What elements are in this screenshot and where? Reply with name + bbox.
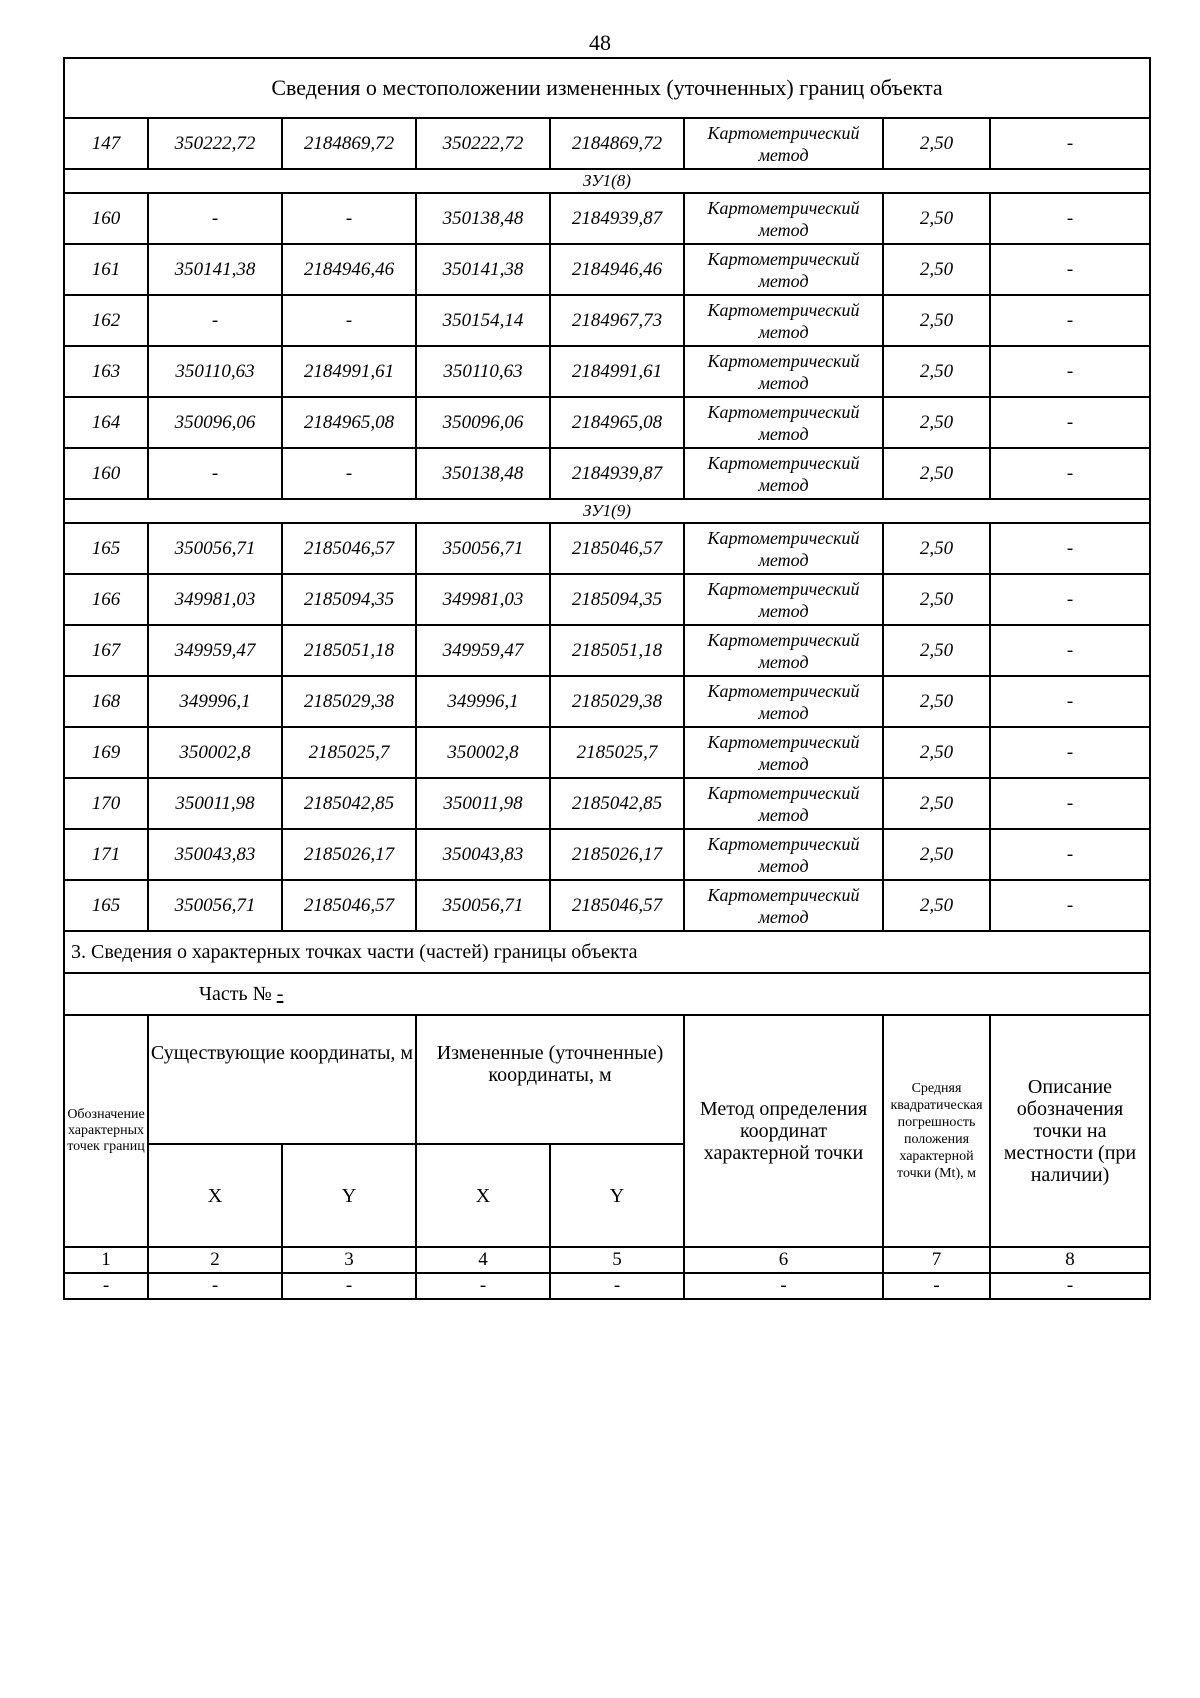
cell-changed-y: 2185029,38 [550,676,684,727]
cell-existing-x: 350002,8 [148,727,282,778]
cell-description: - [990,118,1150,169]
cell-changed-y: 2185046,57 [550,880,684,931]
cell-existing-y: 2185029,38 [282,676,416,727]
cell-method: Картометрический метод [684,778,883,829]
cell-mean-error: 2,50 [883,880,990,931]
table-title: Сведения о местоположении измененных (уточненных) границ объекта [64,58,1150,118]
cell-existing-x: 350141,38 [148,244,282,295]
boundary-coordinates-table [63,57,1151,1300]
cell-changed-x: 350002,8 [416,727,550,778]
cell-changed-x: 350154,14 [416,295,550,346]
header-existing-x: X [148,1144,282,1247]
cell-point-id: 163 [64,346,148,397]
cell-existing-y: 2184991,61 [282,346,416,397]
table-row [64,193,1150,244]
cell-existing-x: 349959,47 [148,625,282,676]
cell-existing-x: 350110,63 [148,346,282,397]
cell-changed-x: 350096,06 [416,397,550,448]
cell-mean-error: 2,50 [883,829,990,880]
header-method: Метод определения координат характерной точки [684,1015,883,1247]
cell-description: - [990,829,1150,880]
empty-cell: - [416,1273,550,1299]
cell-changed-x: 350011,98 [416,778,550,829]
empty-cell: - [148,1273,282,1299]
cell-changed-y: 2185046,57 [550,523,684,574]
cell-method: Картометрический метод [684,523,883,574]
cell-method: Картометрический метод [684,625,883,676]
column-number: 2 [148,1247,282,1273]
table-row [64,778,1150,829]
header-changed-x: X [416,1144,550,1247]
column-number: 6 [684,1247,883,1273]
cell-mean-error: 2,50 [883,523,990,574]
cell-existing-y: - [282,448,416,499]
column-number: 5 [550,1247,684,1273]
cell-description: - [990,727,1150,778]
cell-description: - [990,244,1150,295]
cell-changed-x: 349996,1 [416,676,550,727]
cell-existing-y: 2185051,18 [282,625,416,676]
cell-point-id: 165 [64,523,148,574]
empty-cell: - [990,1273,1150,1299]
cell-changed-y: 2185051,18 [550,625,684,676]
cell-changed-y: 2185094,35 [550,574,684,625]
cell-description: - [990,346,1150,397]
cell-existing-y: 2184965,08 [282,397,416,448]
cell-method: Картометрический метод [684,676,883,727]
empty-cell: - [282,1273,416,1299]
cell-mean-error: 2,50 [883,244,990,295]
part3-title: 3. Сведения о характерных точках части (частей) границы объекта [64,931,1150,973]
column-numbers-row [64,1247,1150,1273]
section-row [64,499,1150,523]
table-row [64,676,1150,727]
cell-point-id: 167 [64,625,148,676]
header-designation: Обозначение характерных точек границ [64,1015,148,1247]
section-label: ЗУ1(8) [64,169,1150,193]
cell-existing-x: 350222,72 [148,118,282,169]
section-row [64,169,1150,193]
header-existing-y: Y [282,1144,416,1247]
table-row [64,880,1150,931]
cell-mean-error: 2,50 [883,448,990,499]
part-number-value: - [276,982,284,1005]
part-number [64,973,1150,1015]
cell-existing-x: - [148,295,282,346]
cell-changed-y: 2184869,72 [550,118,684,169]
cell-method: Картометрический метод [684,397,883,448]
cell-point-id: 164 [64,397,148,448]
cell-existing-y: 2184946,46 [282,244,416,295]
cell-changed-y: 2184946,46 [550,244,684,295]
cell-method: Картометрический метод [684,244,883,295]
cell-point-id: 160 [64,193,148,244]
cell-changed-x: 350056,71 [416,523,550,574]
cell-point-id: 161 [64,244,148,295]
table-row [64,523,1150,574]
empty-cell: - [883,1273,990,1299]
table-row [64,829,1150,880]
cell-point-id: 171 [64,829,148,880]
cell-changed-y: 2184965,08 [550,397,684,448]
header-existing-coordinates: Существующие координаты, м [148,1015,416,1144]
column-number: 7 [883,1247,990,1273]
cell-existing-x: 350011,98 [148,778,282,829]
cell-changed-x: 350222,72 [416,118,550,169]
cell-description: - [990,448,1150,499]
column-number: 8 [990,1247,1150,1273]
cell-mean-error: 2,50 [883,778,990,829]
table-row [64,397,1150,448]
table-row [64,448,1150,499]
cell-changed-x: 350141,38 [416,244,550,295]
cell-changed-x: 350043,83 [416,829,550,880]
cell-existing-y: 2185094,35 [282,574,416,625]
cell-method: Картометрический метод [684,295,883,346]
cell-existing-x: 349996,1 [148,676,282,727]
cell-changed-x: 349959,47 [416,625,550,676]
empty-cell: - [550,1273,684,1299]
cell-changed-x: 349981,03 [416,574,550,625]
section-label: ЗУ1(9) [64,499,1150,523]
header-mean-error: Средняя квадратическая погрешность положения характерной точки (Mt), м [883,1015,990,1247]
cell-changed-x: 350138,48 [416,193,550,244]
column-number: 1 [64,1247,148,1273]
table-row [64,346,1150,397]
cell-changed-y: 2185025,7 [550,727,684,778]
table-row [64,574,1150,625]
cell-existing-y: 2185025,7 [282,727,416,778]
header-changed-y: Y [550,1144,684,1247]
cell-method: Картометрический метод [684,193,883,244]
cell-point-id: 147 [64,118,148,169]
header-description: Описание обозначения точки на местности (при наличии) [990,1015,1150,1247]
cell-existing-x: 350096,06 [148,397,282,448]
cell-method: Картометрический метод [684,118,883,169]
table-row [64,727,1150,778]
header-changed-coordinates: Измененные (уточненные) координаты, м [416,1015,684,1144]
cell-description: - [990,397,1150,448]
cell-changed-x: 350110,63 [416,346,550,397]
cell-mean-error: 2,50 [883,574,990,625]
cell-mean-error: 2,50 [883,295,990,346]
part-number-label: Часть № [199,982,272,1005]
cell-changed-y: 2185026,17 [550,829,684,880]
cell-point-id: 166 [64,574,148,625]
cell-point-id: 168 [64,676,148,727]
cell-description: - [990,880,1150,931]
cell-mean-error: 2,50 [883,118,990,169]
cell-method: Картометрический метод [684,346,883,397]
empty-cell: - [64,1273,148,1299]
cell-method: Картометрический метод [684,727,883,778]
cell-description: - [990,193,1150,244]
page-number: 48 [589,30,611,55]
cell-description: - [990,778,1150,829]
cell-changed-y: 2184967,73 [550,295,684,346]
cell-changed-y: 2185042,85 [550,778,684,829]
empty-cell: - [684,1273,883,1299]
cell-point-id: 160 [64,448,148,499]
cell-existing-y: - [282,295,416,346]
cell-description: - [990,295,1150,346]
cell-existing-y: 2185046,57 [282,523,416,574]
cell-existing-y: 2184869,72 [282,118,416,169]
cell-changed-y: 2184939,87 [550,448,684,499]
cell-existing-y: 2185026,17 [282,829,416,880]
cell-changed-x: 350056,71 [416,880,550,931]
cell-existing-x: - [148,448,282,499]
cell-existing-x: 350056,71 [148,880,282,931]
cell-mean-error: 2,50 [883,727,990,778]
cell-description: - [990,676,1150,727]
cell-existing-x: 350056,71 [148,523,282,574]
cell-changed-y: 2184939,87 [550,193,684,244]
cell-mean-error: 2,50 [883,397,990,448]
cell-method: Картометрический метод [684,574,883,625]
table-row [64,244,1150,295]
cell-existing-y: 2185046,57 [282,880,416,931]
column-number: 3 [282,1247,416,1273]
cell-existing-x: 350043,83 [148,829,282,880]
cell-existing-x: 349981,03 [148,574,282,625]
cell-existing-x: - [148,193,282,244]
cell-method: Картометрический метод [684,829,883,880]
cell-description: - [990,523,1150,574]
cell-changed-x: 350138,48 [416,448,550,499]
cell-point-id: 165 [64,880,148,931]
cell-existing-y: 2185042,85 [282,778,416,829]
column-number: 4 [416,1247,550,1273]
cell-mean-error: 2,50 [883,625,990,676]
cell-mean-error: 2,50 [883,676,990,727]
cell-changed-y: 2184991,61 [550,346,684,397]
cell-existing-y: - [282,193,416,244]
cell-description: - [990,574,1150,625]
empty-data-row [64,1273,1150,1299]
table-row [64,625,1150,676]
cell-method: Картометрический метод [684,880,883,931]
cell-method: Картометрический метод [684,448,883,499]
cell-mean-error: 2,50 [883,193,990,244]
cell-mean-error: 2,50 [883,346,990,397]
cell-point-id: 162 [64,295,148,346]
cell-description: - [990,625,1150,676]
cell-point-id: 170 [64,778,148,829]
table-row [64,118,1150,169]
table-row [64,295,1150,346]
cell-point-id: 169 [64,727,148,778]
